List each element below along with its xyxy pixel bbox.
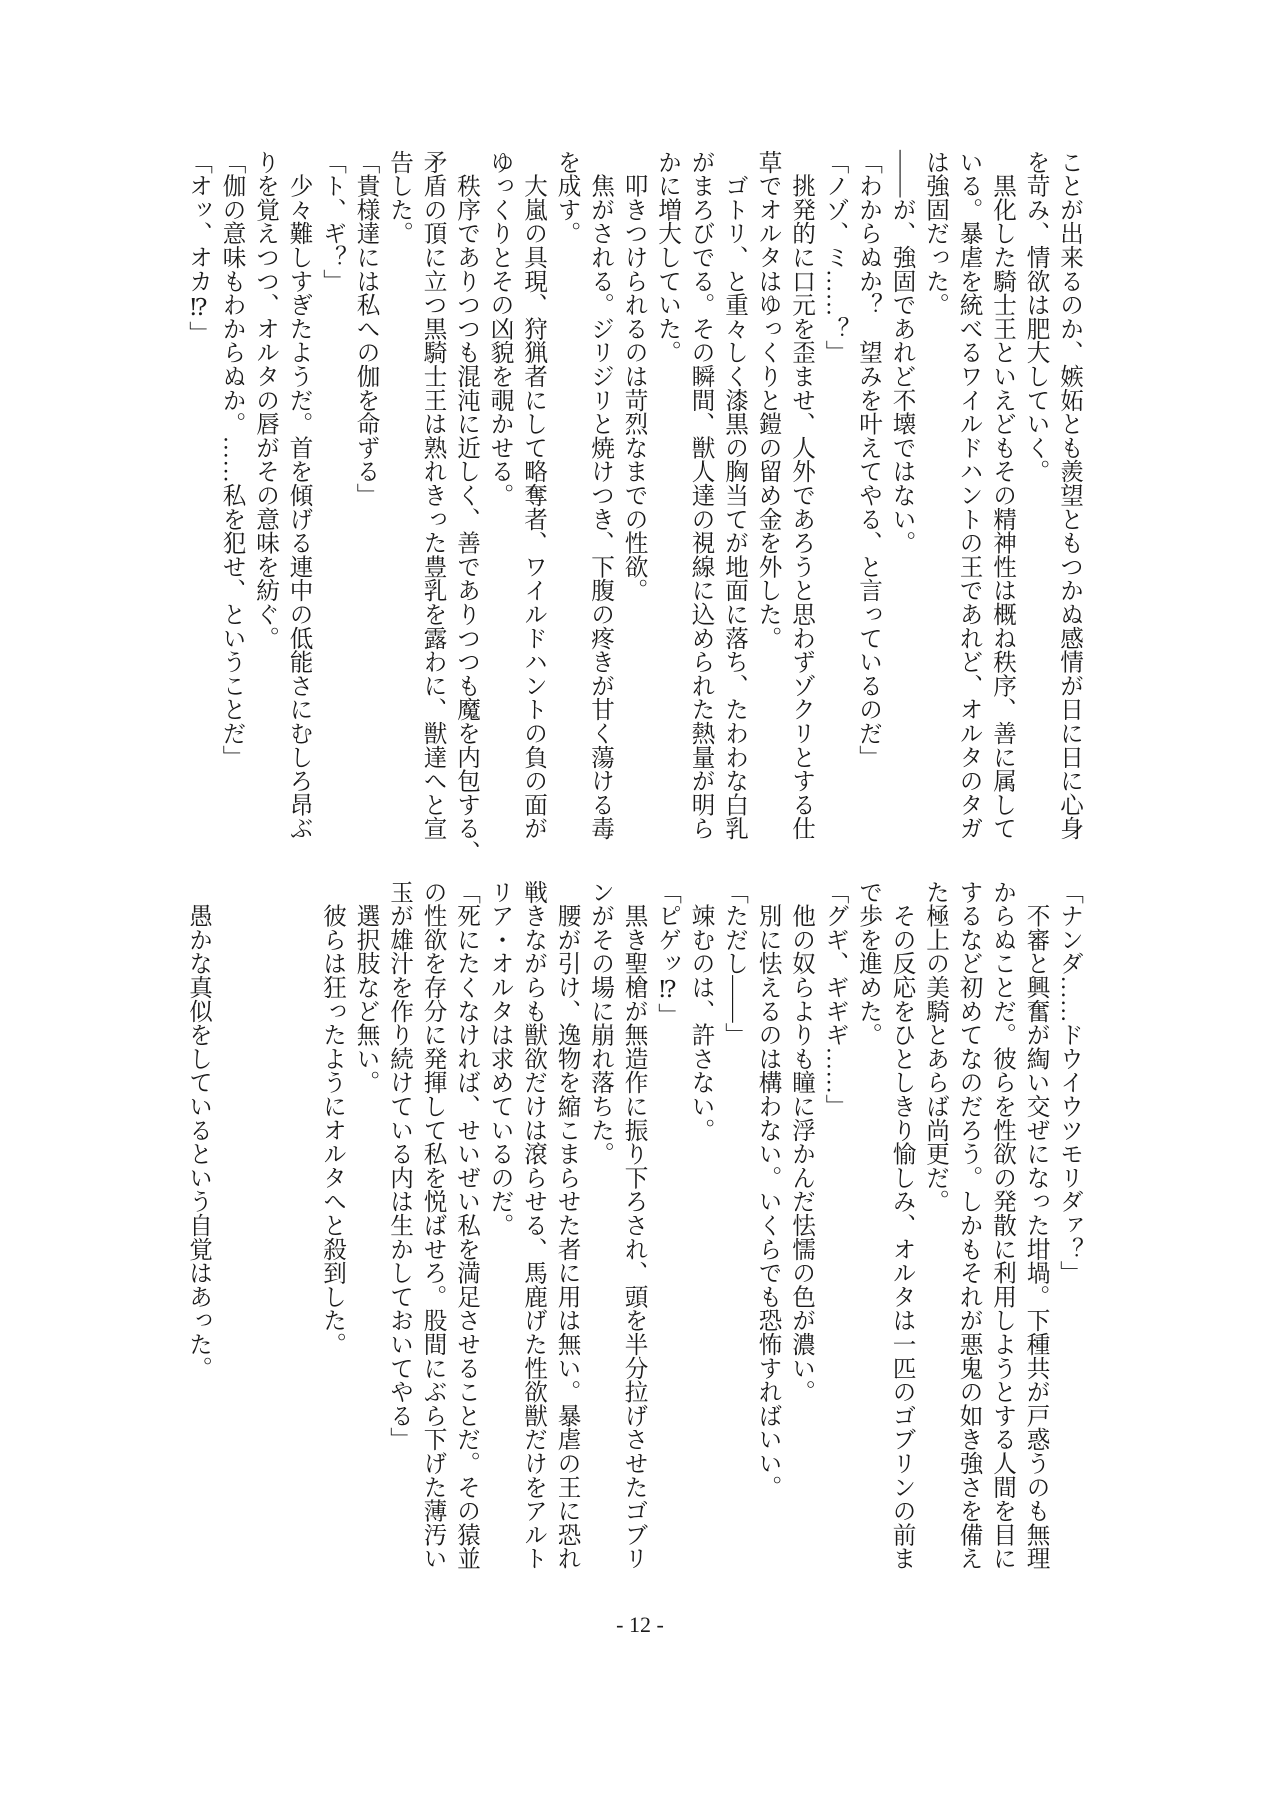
text-line: がまろびでる。その瞬間、獣人達の視線に込められた熱量が明ら bbox=[687, 150, 714, 841]
text-line: 少々難しすぎたようだ。首を傾げる連中の低能さにむしろ昂ぶ bbox=[285, 150, 312, 841]
text-line: 竦むのは、許さない。 bbox=[687, 880, 714, 1142]
text-line: の性欲を存分に発揮して私を悦ばせろ。股間にぶら下げた薄汚い bbox=[419, 880, 446, 1571]
text-line: 愚かな真似をしているという自覚はあった。 bbox=[185, 880, 211, 1380]
text-line: 告した。 bbox=[386, 150, 412, 246]
text-line: 大嵐の具現、狩猟者にして略奪者、ワイルドハントの負の面が bbox=[520, 150, 546, 841]
text-line: 草でオルタはゆっくりと鎧の留め金を外した。 bbox=[754, 150, 781, 650]
text-line: 他の奴らよりも瞳に浮かんだ怯懦の色が濃い。 bbox=[788, 880, 814, 1404]
text-line: その反応をひとしきり愉しみ、オルタは一匹のゴブリンの前ま bbox=[888, 880, 915, 1571]
text-line: 「死にたくなければ、せいぜい私を満足させることだ。その猿並 bbox=[453, 880, 479, 1571]
text-line: 秩序でありつつも混沌に近しく、善でありつつも魔を内包する、 bbox=[453, 150, 479, 864]
text-line: ことが出来るのか、嫉妬とも羨望ともつかぬ感情が日に日に心身 bbox=[1056, 150, 1082, 841]
text-line bbox=[281, 880, 315, 1580]
text-line: ――が、強固であれど不壊ではない。 bbox=[888, 150, 915, 555]
text-line: リア・オルタは求めているのだ。 bbox=[486, 880, 513, 1237]
text-line: 「ナンダ……ドウイウツモリダァ？」 bbox=[1056, 880, 1082, 1285]
text-line bbox=[214, 880, 248, 1580]
text-line: 「ただし――」 bbox=[721, 880, 747, 1047]
text-line: 別に怯えるのは構わない。いくらでも恐怖すればいい。 bbox=[754, 880, 781, 1499]
text-line: は強固だった。 bbox=[922, 150, 948, 317]
text-line: 「ピゲッ⁉」 bbox=[654, 880, 680, 1028]
text-line: を成す。 bbox=[553, 150, 580, 246]
text-line: 「オッ、オカ⁉」 bbox=[185, 150, 211, 345]
text-line: で歩を進めた。 bbox=[855, 880, 881, 1047]
text-line: 腰が引け、逸物を縮こまらせた者に用は無い。暴虐の王に恐れ bbox=[553, 880, 580, 1571]
page-number: - 12 - bbox=[616, 1612, 664, 1637]
text-line: 焦がされる。ジリジリと焼けつき、下腹の疼きが甘く蕩ける毒 bbox=[587, 150, 613, 841]
text-line: 黒化した騎士王といえどもその精神性は概ね秩序、善に属して bbox=[989, 150, 1015, 841]
text-line: いる。暴虐を統べるワイルドハントの王であれど、オルタのタガ bbox=[955, 150, 982, 841]
lower-text-block bbox=[180, 880, 1085, 1580]
text-line: かに増大していた。 bbox=[654, 150, 680, 365]
text-line: 選択肢など無い。 bbox=[352, 880, 379, 1095]
text-line: 玉が雄汁を作り続けている内は生かしておいてやる」 bbox=[386, 880, 412, 1452]
text-line: 「ノゾ、ミ……？」 bbox=[821, 150, 848, 365]
text-line: 彼らは狂ったようにオルタへと殺到した。 bbox=[319, 880, 345, 1356]
text-line bbox=[248, 880, 282, 1580]
text-line: 黒き聖槍が無造作に振り下ろされ、頭を半分拉げさせたゴブリ bbox=[620, 880, 647, 1571]
upper-text-block bbox=[180, 150, 1085, 864]
text-line: ゆっくりとその凶貌を覗かせる。 bbox=[486, 150, 513, 507]
text-line: 叩きつけられるのは苛烈なまでの性欲。 bbox=[620, 150, 647, 603]
text-line: を苛み、情欲は肥大していく。 bbox=[1022, 150, 1049, 484]
text-line: 矛盾の頂に立つ黒騎士王は熟れきった豊乳を露わに、獣達へと宣 bbox=[419, 150, 446, 841]
text-line: 「グギ、ギギギ……」 bbox=[821, 880, 848, 1118]
text-line: 「ト、ギ？」 bbox=[319, 150, 345, 293]
text-line: 戦きながらも獣欲だけは滾らせる、馬鹿げた性欲獣だけをアルト bbox=[520, 880, 546, 1571]
text-line: 不審と興奮が綯い交ぜになった坩堝。下種共が戸惑うのも無理 bbox=[1022, 880, 1049, 1571]
text-line: 挑発的に口元を歪ませ、人外であろうと思わずゾクリとする仕 bbox=[788, 150, 814, 841]
text-line: 「伽の意味もわからぬか。……私を犯せ、ということだ」 bbox=[218, 150, 245, 769]
text-line: からぬことだ。彼らを性欲の発散に利用しようとする人間を目に bbox=[989, 880, 1015, 1571]
text-line: 「貴様達には私への伽を命ずる」 bbox=[352, 150, 379, 507]
text-line: するなど初めてなのだろう。しかもそれが悪鬼の如き強さを備え bbox=[955, 880, 982, 1571]
text-line: ゴトリ、と重々しく漆黒の胸当てが地面に落ち、たわわな白乳 bbox=[721, 150, 747, 841]
text-line: りを覚えつつ、オルタの唇がその意味を紡ぐ。 bbox=[252, 150, 278, 650]
text-line: 「わからぬか？ 望みを叶えてやる、と言っているのだ」 bbox=[855, 150, 881, 769]
text-line: ンがその場に崩れ落ちた。 bbox=[587, 880, 613, 1166]
text-line: た極上の美騎とあらば尚更だ。 bbox=[922, 880, 948, 1214]
